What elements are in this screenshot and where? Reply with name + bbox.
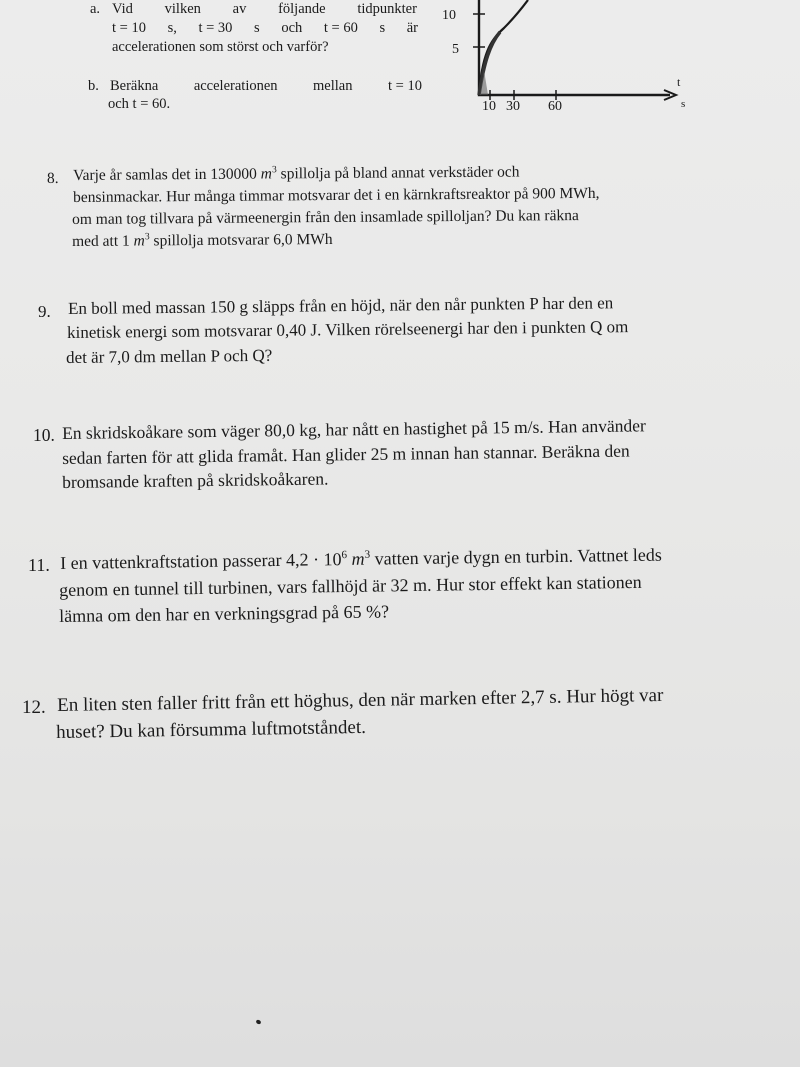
word: t = 10: [388, 78, 422, 94]
subquestion-a-line-2: [112, 20, 418, 37]
exponent: 3: [364, 548, 371, 561]
x-tick-label-10: 10: [482, 99, 496, 114]
x-tick-label-60: 60: [548, 99, 562, 114]
unit-m: m: [260, 165, 273, 183]
velocity-curve: [479, 0, 528, 95]
text-segment: med att 1: [72, 232, 130, 250]
question-8-line-2: bensinmackar. Hur många timmar motsvarar det i en kärnkraftsreaktor på 900 MWh,: [73, 184, 600, 206]
paper-speck: [255, 1019, 261, 1025]
question-10-line-2: sedan farten för att glida framåt. Han glider 25 m innan han stannar. Beräkna den: [62, 440, 630, 468]
word: s: [379, 20, 386, 36]
subquestion-a-line-3: accelerationen som störst och varför?: [112, 39, 329, 55]
word: vilken: [164, 1, 201, 17]
word: Vid: [112, 1, 133, 17]
word: accelerationen: [193, 78, 278, 94]
subquestion-a-line-1: [112, 1, 417, 18]
y-tick-label-5: 5: [452, 42, 459, 57]
question-11-line-1: [60, 545, 662, 574]
question-12-line-1: En liten sten faller fritt från ett höghus, den när marken efter 2,7 s. Hur högt var: [57, 684, 664, 716]
unit-m: m: [351, 548, 365, 569]
word: t = 10: [112, 20, 146, 36]
question-number: 9.: [38, 302, 51, 321]
word: av: [232, 1, 247, 17]
question-9-line-2: kinetisk energi som motsvarar 0,40 J. Vilken rörelseenergi har den i punkten Q om: [67, 317, 629, 342]
question-9-line-3: det är 7,0 dm mellan P och Q?: [66, 345, 273, 367]
question-9-line-1: En boll med massan 150 g släpps från en höjd, när den når punkten P har den en: [68, 293, 614, 318]
text-segment: spillolja på bland annat verkstäder och: [280, 163, 520, 183]
word: är: [406, 20, 418, 36]
question-10-line-3: bromsande kraften på skridskoåkaren.: [62, 468, 329, 492]
word: Beräkna: [110, 78, 159, 94]
subquestion-b-line-1: [110, 78, 422, 95]
question-11-line-3: lämna om den har en verkningsgrad på 65 %?: [59, 601, 390, 626]
x-axis-unit: s: [681, 98, 686, 110]
word: och: [281, 20, 303, 36]
question-number: 8.: [46, 169, 59, 188]
word: tidpunkter: [357, 1, 417, 17]
word: s: [254, 20, 260, 36]
word: t = 60: [323, 20, 358, 36]
y-tick-label-10: 10: [442, 8, 456, 23]
question-8-line-4: [72, 231, 333, 251]
word: mellan: [313, 78, 353, 94]
question-11-line-2: genom en tunnel till turbinen, vars fallhöjd är 32 m. Hur stor effekt kan stationen: [59, 571, 642, 600]
x-tick-label-30: 30: [506, 99, 520, 114]
question-number: 11.: [28, 555, 50, 575]
question-10-line-1: En skridskoåkare som väger 80,0 kg, har nått en hastighet på 15 m/s. Han använder: [62, 415, 646, 443]
subquestion-b-line-2: och t = 60.: [108, 96, 171, 112]
question-number: 10.: [33, 425, 55, 445]
text-segment: I en vattenkraftstation passerar 4,2 · 10: [60, 549, 342, 573]
unit-m: m: [133, 232, 145, 250]
question-12-line-2: huset? Du kan försumma luftmotståndet.: [56, 716, 367, 743]
text-segment: vatten varje dygn en turbin. Vattnet leds: [374, 544, 662, 569]
question-8-line-1: [73, 163, 520, 185]
velocity-time-graph: [430, 0, 710, 120]
exponent: 3: [144, 231, 150, 243]
word: s,: [167, 20, 177, 36]
exponent: 6: [341, 548, 348, 562]
question-8-line-3: om man tog tillvara på värmeenergin från den insamlade spilloljan? Du kan räkna: [72, 207, 579, 228]
x-axis-label: t: [677, 75, 681, 89]
graph-axes: [479, 0, 670, 95]
exponent: 3: [271, 164, 277, 176]
text-segment: Varje år samlas det in 130000: [73, 165, 257, 184]
subquestion-b-label: b.: [88, 78, 99, 94]
text-segment: spillolja motsvarar 6,0 MWh: [153, 230, 333, 250]
question-number: 12.: [22, 697, 46, 718]
word: följande: [278, 1, 326, 17]
subquestion-a-label: a.: [90, 1, 101, 17]
word: t = 30: [198, 20, 233, 36]
